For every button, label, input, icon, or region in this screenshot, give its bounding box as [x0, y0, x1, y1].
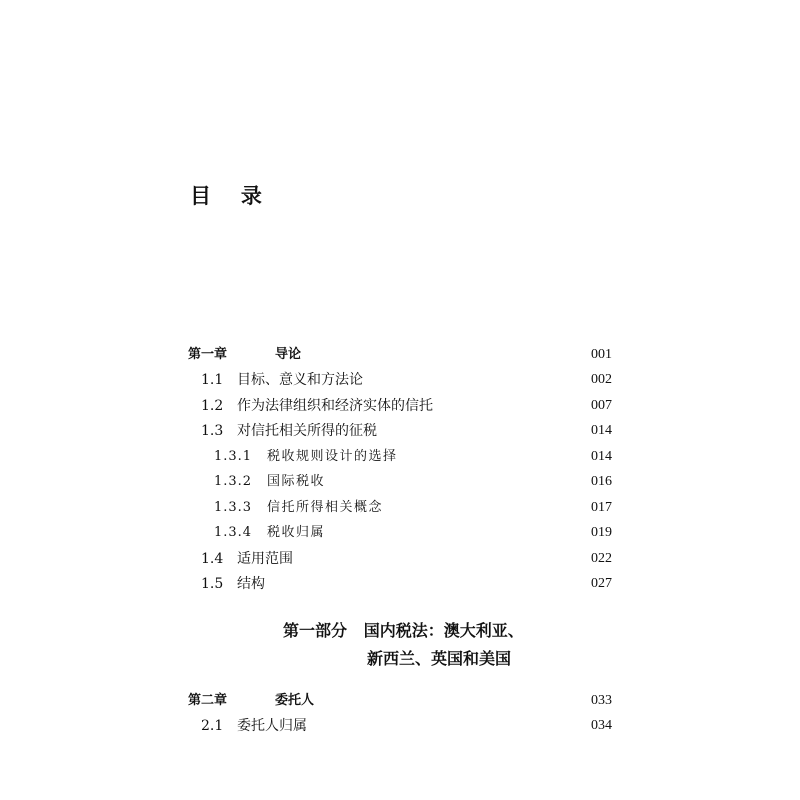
toc-entry-title: 目标、意义和方法论	[237, 372, 363, 388]
toc-entry-section[interactable]	[0, 572, 800, 596]
toc-entry-title: 作为法律组织和经济实体的信托	[237, 398, 433, 414]
toc-entry-page: 001	[591, 347, 612, 362]
part-heading-line-2: 新西兰、英国和美国	[367, 649, 512, 668]
toc-entry-title: 导论	[275, 347, 302, 362]
toc-entry-number: 1.3	[201, 423, 224, 439]
toc-entry-page: 034	[591, 718, 612, 733]
part-heading-line-1: 第一部分 国内税法：澳大利亚、	[283, 621, 524, 640]
toc-entry-title: 结构	[237, 576, 265, 592]
toc-entry-title: 委托人归属	[237, 718, 307, 734]
toc-entry-section[interactable]	[0, 547, 800, 571]
toc-entry-section[interactable]	[0, 714, 800, 738]
toc-entry-page: 033	[591, 693, 612, 708]
toc-entry-number: 1.1	[201, 372, 224, 388]
toc-entry-number: 1.2	[201, 398, 224, 414]
toc-entry-number: 1.5	[201, 576, 224, 592]
page-title: 目 录	[190, 184, 264, 208]
toc-entry-chapter-1[interactable]	[0, 343, 800, 367]
toc-entry-section[interactable]	[0, 419, 800, 443]
toc-entry-page: 014	[591, 449, 612, 464]
toc-entry-page: 007	[591, 398, 612, 413]
toc-entry-title: 对信托相关所得的征税	[237, 423, 377, 439]
toc-entry-section[interactable]	[0, 394, 800, 418]
toc-entry-page: 017	[591, 500, 612, 515]
toc-entry-number: 1.3.2	[214, 474, 253, 489]
toc-entry-page: 016	[591, 474, 612, 489]
toc-entry-title: 税收归属	[267, 525, 326, 540]
toc-entry-title: 信托所得相关概念	[267, 500, 384, 515]
toc-entry-section[interactable]	[0, 368, 800, 392]
toc-entry-number: 2.1	[201, 718, 224, 734]
toc-entry-number: 第二章	[188, 693, 228, 708]
toc-entry-title: 税收规则设计的选择	[267, 449, 398, 464]
toc-entry-subsection[interactable]	[0, 470, 800, 494]
toc-entry-page: 027	[591, 576, 612, 591]
toc-entry-page: 002	[591, 372, 612, 387]
toc-entry-title: 适用范围	[237, 551, 293, 567]
toc-entry-subsection[interactable]	[0, 521, 800, 545]
toc-entry-page: 019	[591, 525, 612, 540]
toc-entry-subsection[interactable]	[0, 445, 800, 469]
toc-entry-number: 1.3.3	[214, 500, 253, 515]
toc-entry-number: 第一章	[188, 347, 228, 362]
toc-entry-number: 1.3.4	[214, 525, 253, 540]
toc-entry-page: 022	[591, 551, 612, 566]
toc-entry-number: 1.3.1	[214, 449, 253, 464]
toc-entry-chapter-2[interactable]	[0, 689, 800, 713]
toc-entry-title: 国际税收	[267, 474, 326, 489]
toc-entry-page: 014	[591, 423, 612, 438]
toc-entry-number: 1.4	[201, 551, 224, 567]
toc-entry-subsection[interactable]	[0, 496, 800, 520]
toc-entry-title: 委托人	[275, 693, 315, 708]
